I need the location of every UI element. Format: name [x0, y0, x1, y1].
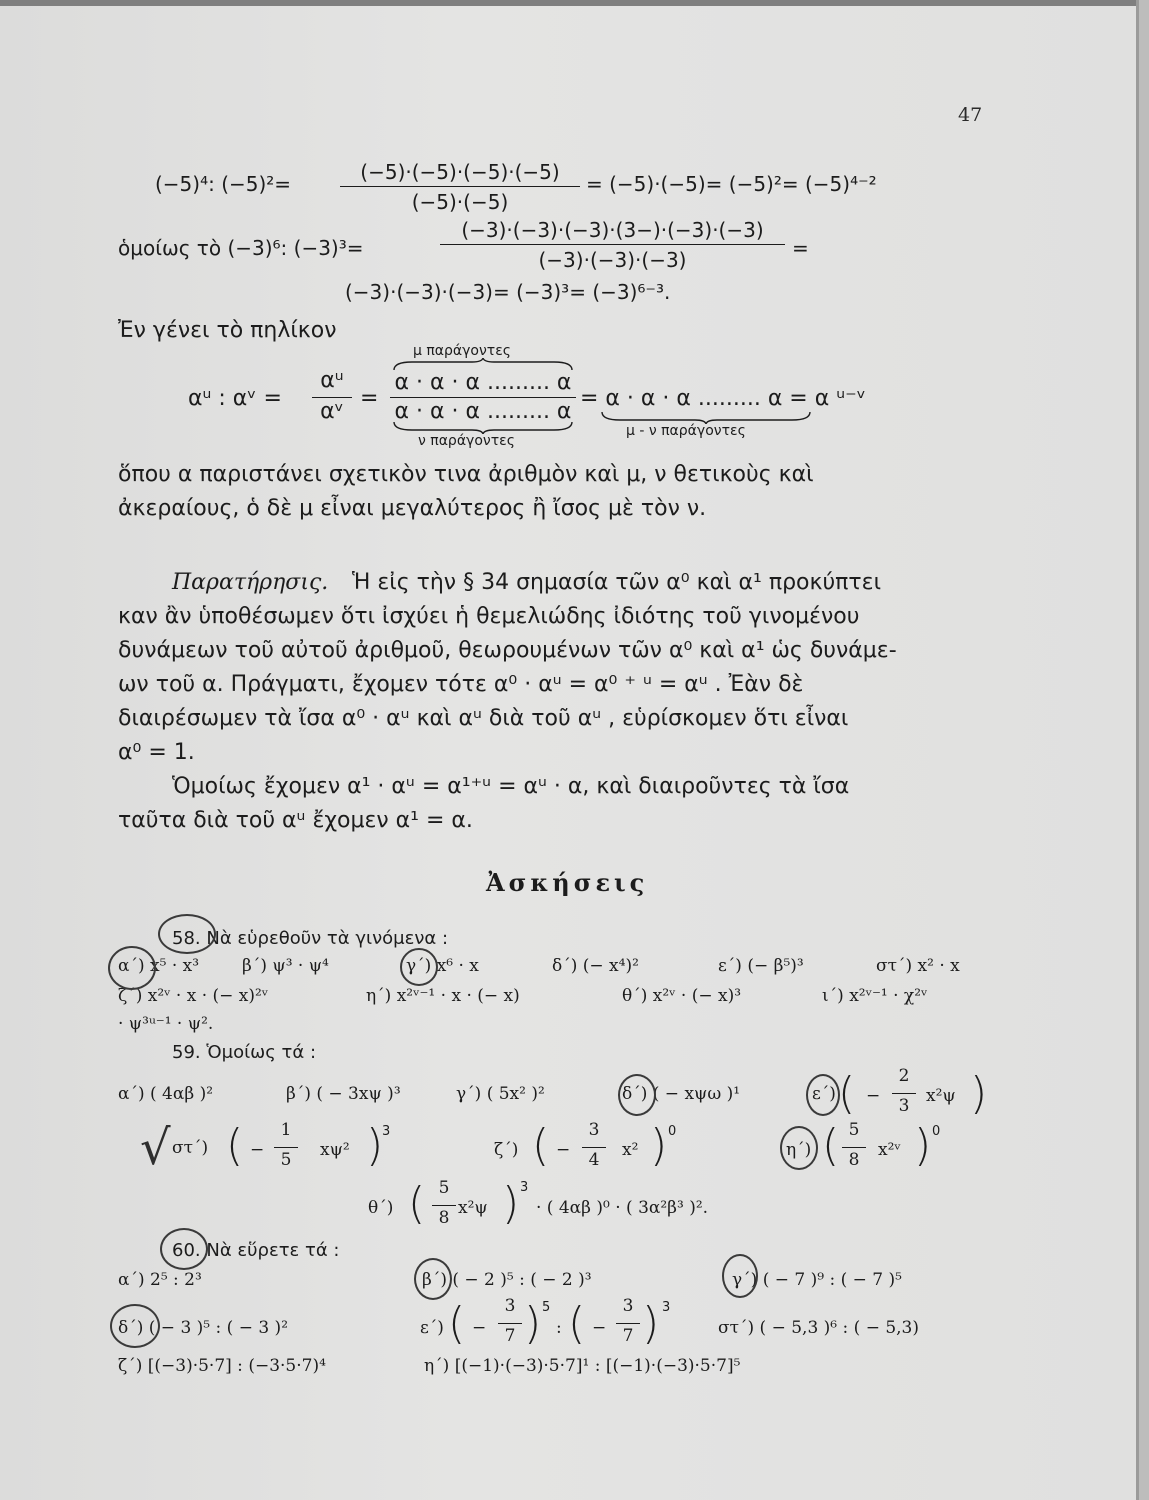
pencil-circle-58c — [400, 948, 438, 986]
paren-open: ( — [568, 1298, 586, 1349]
ex59-st-num: 1 — [280, 1120, 292, 1140]
fraction-bar — [498, 1323, 522, 1324]
fraction-bar — [842, 1147, 866, 1148]
ex58-i-cont: · ψ³ᵘ⁻¹ · ψ². — [118, 1014, 214, 1034]
fraction-bar — [274, 1147, 298, 1148]
math-line1-left: (−5)⁴: (−5)²= — [155, 172, 292, 196]
minus-sign: − — [556, 1140, 571, 1160]
frac1-denominator: αᵛ — [320, 399, 344, 424]
ex60-e-exp2: 3 — [662, 1300, 671, 1315]
ex58-b: β΄) ψ³ · ψ⁴ — [242, 956, 329, 976]
pencil-circle-58a — [108, 946, 156, 990]
ex58-a: α΄) x⁵ · x³ — [118, 956, 200, 976]
paren-close: ) — [502, 1178, 520, 1229]
pencil-circle-59d — [618, 1074, 656, 1116]
ex58-c: γ΄) x⁶ · x — [406, 956, 479, 976]
ex58-th: θ΄) x²ᵛ · (− x)³ — [622, 986, 742, 1006]
paren-close: ) — [642, 1298, 660, 1349]
exercises-heading: Ἀσκήσεις — [486, 868, 649, 897]
ex60-e-den: 7 — [504, 1326, 516, 1346]
ex60-d: δ΄) ( − 3 )⁵ : ( − 3 )² — [118, 1318, 289, 1338]
paragraph2-line5: διαιρέσωμεν τὰ ἴσα α⁰ · αᵘ καὶ αᵘ διὰ τοῦ αᵘ , εὑρίσκομεν ὅτι εἶναι — [118, 706, 849, 731]
ex59-b: β΄) ( − 3xψ )³ — [286, 1084, 401, 1104]
general-right: = α · α · α ......... α = α ᵘ⁻ᵛ — [580, 386, 866, 411]
paragraph2-line1: Ἡ εἰς τὴν § 34 σημασία τῶν α⁰ καὶ α¹ προκύπτει — [352, 570, 882, 595]
fraction-bar — [312, 397, 352, 398]
brace-bottom-2 — [600, 410, 812, 424]
ex60-c: γ΄) ( − 7 )⁹ : ( − 7 )⁵ — [732, 1270, 902, 1290]
paren-open: ( — [532, 1120, 550, 1171]
ex59-c: γ΄) ( 5x² )² — [456, 1084, 545, 1104]
math-line2-numerator: (−3)·(−3)·(−3)·(3−)·(−3)·(−3) — [461, 218, 764, 242]
paragraph2-line4: ων τοῦ α. Πράγματι, ἔχομεν τότε α⁰ · αᵘ = α⁰ ⁺ ᵘ = αᵘ . Ἐὰν δὲ — [118, 672, 804, 697]
paragraph1-line2: ἀκεραίους, ὁ δὲ μ εἶναι μεγαλύτερος ἢ ἴσος μὲ τὸν ν. — [118, 496, 707, 521]
ex59-h-label: η΄) — [786, 1140, 812, 1160]
ex58-i: ι΄) x²ᵛ⁻¹ · χ²ᵛ — [822, 986, 928, 1006]
ex59-th-rest: · ( 4αβ )⁰ · ( 3α²β³ )². — [536, 1198, 709, 1218]
ex59-a: α΄) ( 4αβ )² — [118, 1084, 214, 1104]
paragraph2-line2: καν ἂν ὑποθέσωμεν ὅτι ἰσχύει ἡ θεμελιώδης ἰδιότης τοῦ γινομένου — [118, 604, 860, 629]
paragraph2-line3: δυνάμεων τοῦ αὐτοῦ ἀριθμοῦ, θεωρουμένων τῶν α⁰ καὶ α¹ ὡς δυνάμε- — [118, 638, 897, 663]
brace-top-label: μ παράγοντες — [413, 343, 512, 359]
frac2-denominator: α · α · α ......... α — [394, 399, 572, 424]
fraction-bar — [432, 1205, 456, 1206]
frac1-numerator: αᵘ — [320, 368, 344, 393]
paren-open: ( — [408, 1178, 426, 1229]
ex59-h-exp: 0 — [932, 1124, 941, 1139]
ex59-st-label: στ΄) — [172, 1138, 209, 1158]
paren-close: ) — [914, 1120, 932, 1171]
paragraph2-line7: Ὁμοίως ἔχομεν α¹ · αᵘ = α¹⁺ᵘ = αᵘ · α, καὶ διαιροῦντες τὰ ἴσα — [172, 774, 850, 799]
brace-bottom-label-1: ν παράγοντες — [418, 433, 515, 449]
ex60-b: β΄) ( − 2 )⁵ : ( − 2 )³ — [422, 1270, 592, 1290]
paren-open: ( — [822, 1120, 840, 1171]
ex60-e-num2: 3 — [622, 1296, 634, 1316]
ex58-d: δ΄) (− x⁴)² — [552, 956, 639, 976]
ex58-title: 58. Νὰ εὑρεθοῦν τὰ γινόμενα : — [172, 928, 449, 949]
ex58-h: η΄) x²ᵛ⁻¹ · x · (− x) — [366, 986, 520, 1006]
ex59-th-den: 8 — [438, 1208, 450, 1228]
ex60-a: α΄) 2⁵ : 2³ — [118, 1270, 202, 1290]
fraction-bar — [440, 244, 785, 245]
fraction-bar — [616, 1323, 640, 1324]
ex60-e-mid: : — [556, 1318, 562, 1338]
ex59-h-den: 8 — [848, 1150, 860, 1170]
ex59-e-den: 3 — [898, 1096, 910, 1116]
ex59-title: 59. Ὁμοίως τά : — [172, 1042, 317, 1063]
ex59-z-tail: x² — [622, 1140, 639, 1160]
brace-bottom-1 — [392, 420, 574, 434]
ex60-e-label: ε΄) — [420, 1318, 444, 1338]
ex58-st: στ΄) x² · x — [876, 956, 960, 976]
math-line3: (−3)·(−3)·(−3)= (−3)³= (−3)⁶⁻³. — [345, 280, 671, 304]
paragraph2-line8: ταῦτα διὰ τοῦ αᵘ ἔχομεν α¹ = α. — [118, 808, 473, 833]
scan-top-edge — [0, 0, 1149, 6]
fraction-bar — [340, 186, 580, 187]
ex59-th-label: θ΄) — [368, 1198, 394, 1218]
ex60-e-den2: 7 — [622, 1326, 634, 1346]
math-line1-numerator: (−5)·(−5)·(−5)·(−5) — [360, 160, 560, 184]
ex59-st-tail: xψ² — [320, 1140, 350, 1160]
pencil-circle-58 — [158, 914, 216, 954]
ex60-z: ζ΄) [(−3)·5·7] : (−3·5·7)⁴ — [118, 1356, 326, 1376]
math-line2-denominator: (−3)·(−3)·(−3) — [538, 248, 687, 272]
paren-close: ) — [970, 1068, 988, 1119]
pencil-circle-60 — [160, 1228, 208, 1270]
ex59-e-label: ε΄) — [812, 1084, 836, 1104]
paren-close: ) — [366, 1120, 384, 1171]
ex60-st: στ΄) ( − 5,3 )⁶ : ( − 5,3) — [718, 1318, 920, 1338]
ex58-e: ε΄) (− β⁵)³ — [718, 956, 804, 976]
paren-close: ) — [524, 1298, 542, 1349]
ex59-h-tail: x²ᵛ — [878, 1140, 901, 1160]
remark-title: Παρατήρησις. — [172, 570, 329, 595]
paren-open: ( — [448, 1298, 466, 1349]
ex60-e-num: 3 — [504, 1296, 516, 1316]
ex59-d: δ΄) ( − xψω )¹ — [622, 1084, 741, 1104]
ex59-th-exp: 3 — [520, 1180, 529, 1195]
ex59-th-num: 5 — [438, 1178, 450, 1198]
eq-sign: = — [360, 386, 379, 411]
fraction-bar — [390, 397, 576, 398]
pencil-circle-59e — [806, 1074, 840, 1116]
scan-right-edge — [1139, 0, 1149, 1500]
pencil-circle-60d — [110, 1304, 160, 1348]
paragraph1-line1: ὅπου α παριστάνει σχετικὸν τινα ἀριθμὸν καὶ μ, ν θετικοὺς καὶ — [118, 462, 814, 487]
math-line2-left: ὁμοίως τὸ (−3)⁶: (−3)³= — [118, 236, 364, 260]
page-number: 47 — [958, 104, 983, 126]
minus-sign: − — [250, 1140, 265, 1160]
ex59-z-num: 3 — [588, 1120, 600, 1140]
math-line1-right: = (−5)·(−5)= (−5)²= (−5)⁴⁻² — [586, 172, 877, 196]
math-line4: Ἐν γένει τὸ πηλίκον — [118, 318, 337, 343]
ex59-z-den: 4 — [588, 1150, 600, 1170]
ex59-e-tail: x²ψ — [926, 1086, 956, 1106]
paragraph2-line6: α⁰ = 1. — [118, 740, 195, 765]
paren-open: ( — [226, 1120, 244, 1171]
fraction-bar — [892, 1093, 916, 1094]
paren-open: ( — [838, 1068, 856, 1119]
minus-sign: − — [592, 1318, 607, 1338]
ex59-th-tail: x²ψ — [458, 1198, 488, 1218]
ex59-z-exp: 0 — [668, 1124, 677, 1139]
ex59-h-num: 5 — [848, 1120, 860, 1140]
pencil-circle-60c — [722, 1254, 758, 1298]
ex60-h: η΄) [(−1)·(−3)·5·7]¹ : [(−1)·(−3)·5·7]⁵ — [424, 1356, 741, 1376]
general-left: αᵘ : αᵛ = — [188, 386, 282, 411]
minus-sign: − — [472, 1318, 487, 1338]
ex60-title: 60. Νὰ εὕρετε τά : — [172, 1240, 340, 1261]
minus-sign: − — [866, 1086, 881, 1106]
ex60-e-exp1: 5 — [542, 1300, 551, 1315]
frac2-numerator: α · α · α ......... α — [394, 370, 572, 395]
fraction-bar — [582, 1147, 606, 1148]
ex59-st-exp: 3 — [382, 1124, 391, 1139]
math-line1-denominator: (−5)·(−5) — [411, 190, 509, 214]
pencil-circle-59h — [780, 1126, 818, 1170]
math-line2-right: = — [792, 236, 809, 260]
ex59-st-den: 5 — [280, 1150, 292, 1170]
brace-bottom-label-2: μ - ν παράγοντες — [626, 423, 746, 439]
ex59-e-num: 2 — [898, 1066, 910, 1086]
pencil-circle-60b — [414, 1258, 452, 1300]
paren-close: ) — [650, 1120, 668, 1171]
ex59-z-label: ζ΄) — [494, 1140, 519, 1160]
ex58-z: ζ΄) x²ᵛ · x · (− x)²ᵛ — [118, 986, 269, 1006]
pencil-checkmark: √ — [140, 1120, 171, 1176]
